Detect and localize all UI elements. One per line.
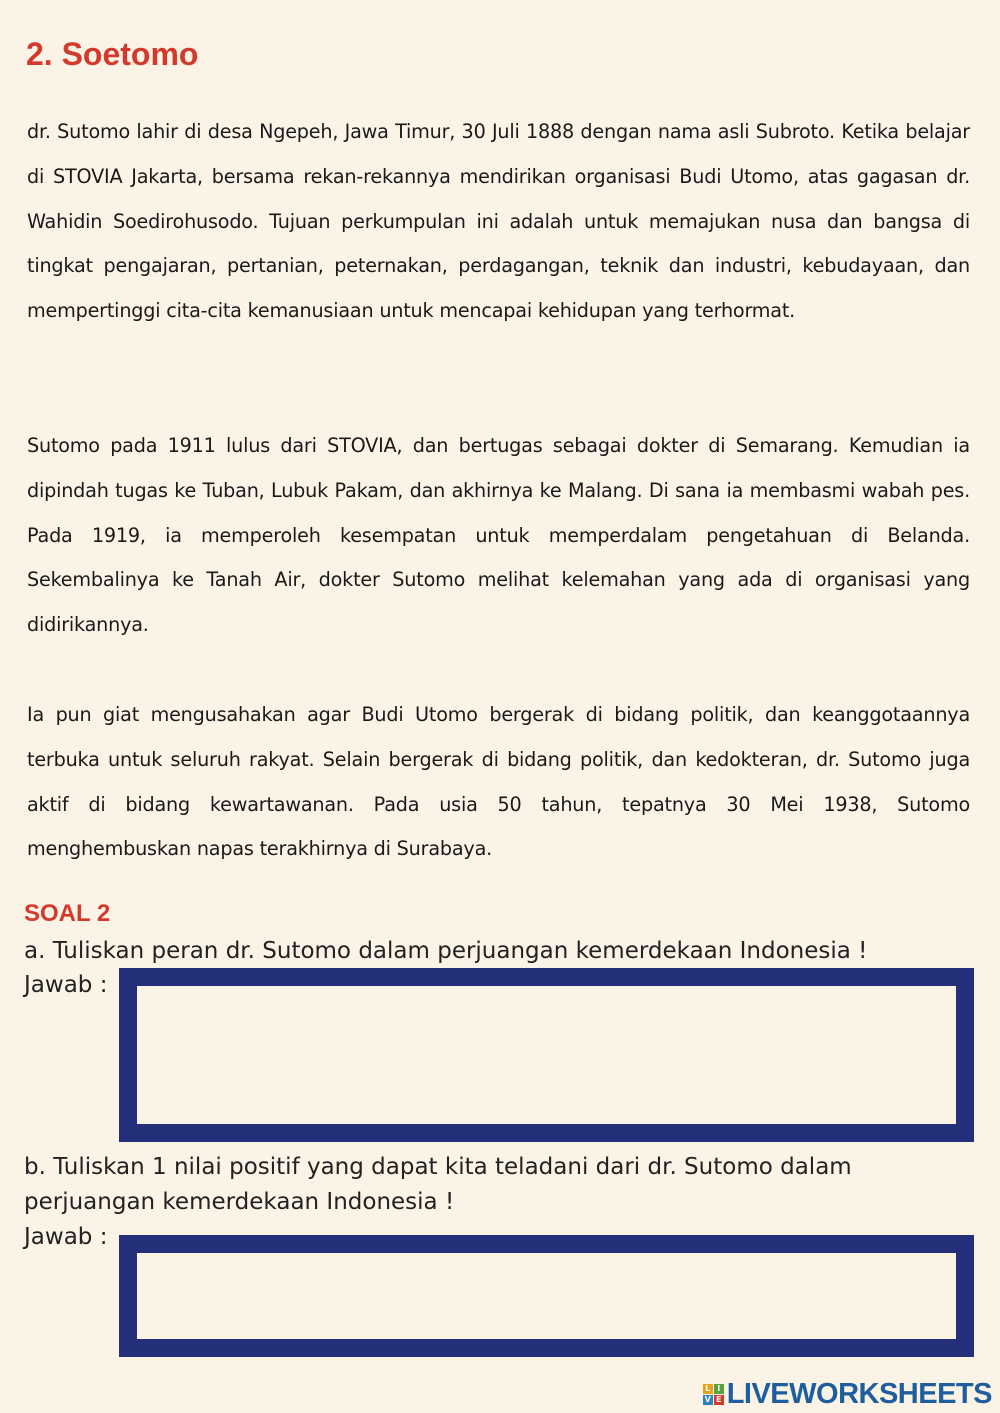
logo-icon-letter-e: E	[714, 1395, 724, 1405]
liveworksheets-logo	[703, 1378, 992, 1411]
logo-text: LIVEWORKSHEETS	[726, 1378, 992, 1410]
paragraph-1: dr. Sutomo lahir di desa Ngepeh, Jawa Timur, 30 Juli 1888 dengan nama asli Subroto. Ketika belajar di STOVIA Jakarta, bersama rekan-rekannya mendirikan organisasi Budi Utomo, atas gagasan dr. Wahidin Soedirohusodo. Tujuan perkumpulan ini adalah untuk memajukan nusa dan bangsa di tingkat pengajaran, pertanian, peternakan, perdagangan, teknik dan industri, kebudayaan, dan mempertinggi cita-cita kemanusiaan untuk mencapai kehidupan yang terhormat.	[27, 120, 970, 323]
paragraph-3: Ia pun giat mengusahakan agar Budi Utomo bergerak di bidang politik, dan keanggotaannya terbuka untuk seluruh rakyat. Selain bergerak di bidang politik, dan kedokteran, dr. Sutomo juga aktif di bidang kewartawanan. Pada usia 50 tahun, tepatnya 30 Mei 1938, Sutomo menghembuskan napas terakhirnya di Surabaya.	[27, 703, 970, 861]
jawab-label-a: Jawab :	[24, 972, 108, 998]
question-b: b. Tuliskan 1 nilai positif yang dapat kita teladani dari dr. Sutomo dalam perjuangan kemerdekaan Indonesia !	[24, 1154, 852, 1215]
answer-box-b[interactable]	[119, 1235, 974, 1357]
logo-icon-letter-i: I	[714, 1384, 724, 1394]
page-title: 2. Soetomo	[26, 36, 199, 72]
soal-heading: SOAL 2	[24, 900, 111, 927]
logo-icon-letter-v: V	[704, 1395, 711, 1404]
paragraph-2: Sutomo pada 1911 lulus dari STOVIA, dan bertugas sebagai dokter di Semarang. Kemudian ia dipindah tugas ke Tuban, Lubuk Pakam, dan akhirnya ke Malang. Di sana ia membasmi wabah pes. Pada 1919, ia memperoleh kesempatan untuk memperdalam pengetahuan di Belanda. Sekembalinya ke Tanah Air, dokter Sutomo melihat kelemahan yang ada di organisasi yang didirikannya.	[27, 434, 970, 637]
jawab-label-b: Jawab :	[24, 1224, 108, 1250]
question-a: a. Tuliskan peran dr. Sutomo dalam perjuangan kemerdekaan Indonesia !	[24, 938, 868, 964]
liveworksheets-logo-icon	[703, 1384, 724, 1405]
answer-box-a[interactable]	[119, 968, 974, 1142]
logo-icon-letter-l: L	[703, 1384, 713, 1394]
